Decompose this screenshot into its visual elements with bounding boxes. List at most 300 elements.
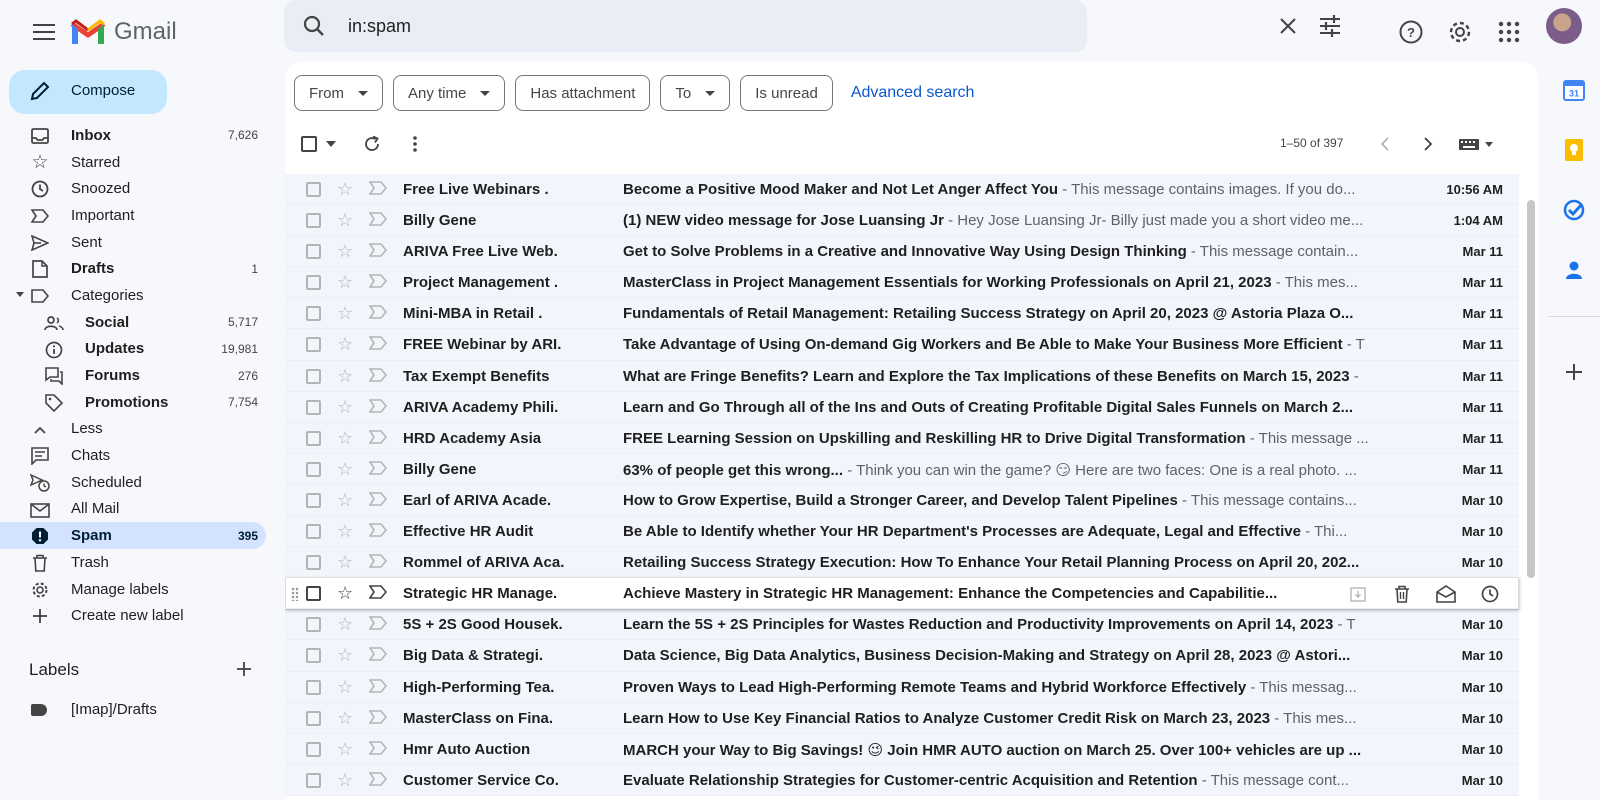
send-icon	[30, 233, 50, 253]
star-icon[interactable]: ☆	[337, 489, 354, 510]
email-subject: Learn How to Use Key Financial Ratios to Analyze Customer Credit Risk on March 23, 2023	[623, 709, 1271, 727]
sidebar-item-label: Forums	[85, 367, 141, 385]
email-content	[623, 399, 1398, 416]
email-row[interactable]	[285, 578, 1519, 609]
help-icon	[1398, 19, 1424, 45]
email-content	[623, 554, 1398, 571]
social-count: 5,717	[227, 315, 258, 330]
important-marker-icon[interactable]	[369, 181, 387, 199]
sidebar-item-inbox[interactable]	[0, 122, 266, 149]
important-marker-icon[interactable]	[369, 772, 387, 790]
apps-button[interactable]	[1489, 12, 1529, 52]
attachment-filter-chip[interactable]	[515, 75, 650, 111]
email-sender: Free Live Webinars .	[403, 181, 549, 198]
row-checkbox[interactable]	[306, 369, 321, 384]
email-subject: Retailing Success Strategy Execution: How To Enhance Your Retail Planning Process on April 20, 202...	[623, 554, 1360, 572]
star-icon[interactable]: ☆	[337, 707, 354, 728]
email-date: Mar 10	[1461, 741, 1503, 757]
sidebar-item-label: Scheduled	[71, 473, 142, 491]
sidebar-item-label: Social	[85, 313, 130, 331]
email-date: Mar 10	[1461, 648, 1503, 664]
email-content	[623, 647, 1398, 664]
sidebar-item-spam[interactable]	[0, 522, 266, 549]
sidebar-item-snoozed[interactable]	[0, 175, 266, 202]
email-content	[623, 212, 1398, 229]
email-sender: FREE Webinar by ARI.	[403, 336, 562, 354]
email-snippet: - Hey Jose Luansing Jr- Billy just made you a short video me...	[943, 212, 1364, 230]
sidebar-item-label: All Mail	[71, 500, 120, 518]
clock-icon	[30, 179, 50, 199]
get-addons-icon[interactable]	[1560, 358, 1588, 386]
info-icon	[44, 340, 64, 360]
more-vert-icon	[412, 135, 418, 153]
row-checkbox[interactable]	[306, 493, 321, 508]
email-row[interactable]	[285, 174, 1519, 205]
label-name: [Imap]/Drafts	[71, 701, 157, 718]
star-icon[interactable]: ☆	[337, 614, 354, 635]
sidebar-item-important[interactable]	[0, 202, 266, 229]
sidebar-item-trash[interactable]	[0, 549, 266, 576]
forums-count: 276	[237, 368, 258, 383]
row-checkbox[interactable]	[306, 711, 321, 726]
from-filter-chip[interactable]	[294, 75, 383, 111]
chat-icon	[30, 446, 50, 466]
email-sender: Rommel of ARIVA Aca.	[403, 554, 565, 572]
unread-filter-chip[interactable]	[740, 75, 833, 111]
email-snippet: - This mes...	[1270, 709, 1357, 727]
email-row[interactable]	[285, 672, 1519, 703]
sidebar-item-label: Categories	[71, 286, 144, 304]
important-marker-icon[interactable]	[369, 741, 387, 759]
important-marker-icon[interactable]	[369, 616, 387, 634]
help-button[interactable]	[1391, 12, 1431, 52]
email-sender: Earl of ARIVA Acade.	[403, 491, 552, 509]
email-date: Mar 11	[1462, 368, 1503, 384]
chip-label: Is unread	[755, 84, 818, 102]
star-icon[interactable]: ☆	[337, 334, 354, 355]
tag-icon	[44, 393, 64, 413]
email-date: Mar 10	[1461, 524, 1503, 540]
email-date: Mar 10	[1461, 492, 1503, 508]
email-subject: Data Science, Big Data Analytics, Business Decision-Making and Strategy on April 28, 2023 @ Astori...	[623, 647, 1351, 665]
hamburger-icon	[33, 24, 55, 40]
older-button[interactable]	[1416, 132, 1440, 156]
sidebar-item-updates[interactable]	[0, 336, 266, 363]
dropdown-arrow-icon	[358, 91, 368, 96]
labels-heading: Labels	[29, 660, 80, 679]
advanced-search-link[interactable]: Advanced search	[850, 84, 975, 101]
row-checkbox[interactable]	[306, 680, 321, 695]
chip-label: From	[309, 84, 344, 102]
important-marker-icon[interactable]	[369, 554, 387, 572]
email-list	[285, 174, 1519, 796]
more-options-button[interactable]	[403, 132, 427, 156]
email-row[interactable]	[285, 765, 1519, 796]
row-checkbox[interactable]	[306, 555, 321, 570]
select-all-checkbox[interactable]	[297, 132, 321, 156]
svg-text:31: 31	[1568, 88, 1580, 99]
clear-search-icon[interactable]	[1272, 10, 1304, 47]
email-content	[623, 585, 1398, 602]
gear-icon	[30, 580, 50, 600]
email-content	[623, 336, 1398, 353]
chip-label: To	[675, 84, 692, 102]
email-row[interactable]	[285, 267, 1519, 298]
email-snippet: - This message cont...	[1197, 771, 1349, 789]
email-content	[623, 772, 1398, 789]
email-content	[623, 368, 1398, 385]
sidebar-item-label: Inbox	[71, 126, 111, 144]
row-checkbox[interactable]	[306, 244, 321, 259]
archive-icon[interactable]	[1345, 581, 1371, 607]
sidebar-item-label: Chats	[71, 447, 111, 465]
email-date: Mar 11	[1462, 306, 1503, 322]
important-marker-icon[interactable]	[369, 274, 387, 292]
star-icon[interactable]: ☆	[337, 210, 354, 231]
email-snippet: - Think you can win the game? 😏 Here are two faces: One is a real photo. ...	[843, 461, 1357, 479]
sidebar-item-less[interactable]	[0, 416, 266, 443]
time-filter-chip[interactable]	[393, 75, 505, 111]
sidebar-item-sent[interactable]	[0, 229, 266, 256]
star-icon[interactable]: ☆	[337, 179, 354, 199]
star-icon[interactable]: ☆	[337, 645, 354, 666]
email-content	[623, 492, 1398, 509]
important-marker-icon[interactable]	[369, 368, 387, 386]
email-row[interactable]	[285, 392, 1519, 423]
mark-as-read-icon[interactable]	[1433, 581, 1459, 607]
email-subject: Learn and Go Through all of the Ins and Outs of Creating Profitable Digital Sales Funnels on March 2...	[623, 398, 1354, 416]
caret-down-icon	[326, 141, 336, 147]
star-icon[interactable]: ☆	[337, 272, 354, 293]
email-sender: High-Performing Tea.	[403, 678, 555, 696]
email-sender: ARIVA Academy Phili.	[403, 398, 559, 416]
label-item-imap-drafts[interactable]	[0, 698, 266, 724]
sidebar-item-label: Trash	[71, 553, 109, 571]
important-marker-icon[interactable]	[369, 305, 387, 323]
email-date: Mar 10	[1461, 617, 1503, 633]
row-checkbox[interactable]	[306, 306, 321, 321]
account-avatar[interactable]	[1546, 8, 1582, 44]
email-subject: Evaluate Relationship Strategies for Customer-centric Acquisition and Retention	[623, 771, 1198, 789]
email-date: 10:56 AM	[1446, 182, 1503, 197]
important-marker-icon[interactable]	[369, 336, 387, 354]
email-row[interactable]	[285, 329, 1519, 360]
promotions-count: 7,754	[227, 395, 258, 410]
sidebar-item-label: Drafts	[71, 260, 115, 278]
side-panel	[1548, 62, 1600, 800]
svg-text:?: ?	[1407, 25, 1415, 40]
search-chips	[294, 75, 974, 111]
star-icon[interactable]: ☆	[337, 583, 354, 604]
star-icon[interactable]: ☆	[337, 427, 354, 448]
important-marker-icon[interactable]	[369, 585, 387, 603]
email-date: Mar 11	[1462, 399, 1503, 415]
sidebar-item-social[interactable]	[0, 309, 266, 336]
email-row[interactable]	[285, 703, 1519, 734]
row-checkbox[interactable]	[306, 337, 321, 352]
important-marker-icon[interactable]	[369, 679, 387, 697]
email-date: Mar 11	[1462, 461, 1503, 477]
sidebar-item-label: Starred	[71, 153, 121, 171]
email-date: Mar 10	[1461, 772, 1503, 788]
add-label-icon[interactable]	[235, 660, 253, 683]
important-marker-icon[interactable]	[369, 492, 387, 510]
apps-grid-icon	[1498, 21, 1520, 43]
sidebar-item-drafts[interactable]	[0, 255, 266, 282]
email-subject: Take Advantage of Using On-demand Gig Workers and Be Able to Make Your Business More Efficient	[623, 336, 1343, 354]
email-subject: Learn the 5S + 2S Principles for Wastes Reduction and Productivity Improvements on April 14, 2023	[623, 616, 1334, 634]
star-icon[interactable]: ☆	[337, 458, 354, 479]
email-content	[623, 243, 1398, 260]
email-date: Mar 11	[1462, 337, 1503, 353]
keyboard-icon	[1459, 137, 1495, 151]
email-row[interactable]	[285, 547, 1519, 578]
delete-icon[interactable]	[1389, 581, 1415, 607]
row-checkbox[interactable]	[306, 462, 321, 477]
gmail-logo[interactable]	[70, 10, 177, 54]
top-bar	[0, 0, 1600, 64]
side-panel-divider	[1548, 316, 1600, 317]
star-icon[interactable]: ☆	[337, 769, 354, 790]
email-content	[623, 305, 1398, 322]
sidebar-nav	[0, 122, 268, 629]
chip-label: Any time	[408, 84, 467, 102]
star-icon[interactable]: ☆	[337, 676, 354, 697]
sidebar-item-label: Spam	[71, 527, 112, 545]
label-tag-icon	[31, 704, 47, 716]
email-sender: 5S + 2S Good Housek.	[403, 616, 563, 634]
star-icon[interactable]: ☆	[337, 241, 354, 262]
sidebar-item-scheduled[interactable]	[0, 469, 266, 496]
star-icon[interactable]: ☆	[337, 365, 354, 386]
chevron-up-icon	[30, 420, 50, 440]
email-snippet: - This message contains...	[1177, 491, 1357, 509]
to-filter-chip[interactable]	[660, 75, 730, 111]
chip-label: Has attachment	[530, 84, 636, 102]
email-content	[623, 181, 1398, 198]
sidebar-item-promotions[interactable]	[0, 389, 266, 416]
important-marker-icon[interactable]	[369, 647, 387, 665]
email-content	[623, 616, 1398, 633]
inbox-icon	[30, 126, 50, 146]
email-content	[623, 461, 1398, 479]
star-icon[interactable]: ☆	[337, 521, 354, 542]
email-sender: Effective HR Audit	[403, 523, 534, 541]
email-sender: Mini-MBA in Retail .	[403, 305, 543, 323]
email-subject: FREE Learning Session on Upskilling and Reskilling HR to Drive Digital Transformation	[623, 429, 1246, 447]
email-subject: Become a Positive Mood Maker and Not Let Anger Affect You	[623, 181, 1059, 198]
email-date: Mar 11	[1462, 244, 1503, 260]
email-sender: Billy Gene	[403, 460, 477, 478]
main-menu-button[interactable]	[24, 12, 64, 52]
sidebar-item-label: Snoozed	[71, 180, 131, 198]
email-row[interactable]	[285, 454, 1519, 485]
email-row[interactable]	[285, 734, 1519, 765]
email-content	[623, 679, 1398, 696]
select-dropdown[interactable]	[319, 132, 343, 156]
row-checkbox[interactable]	[306, 524, 321, 539]
draft-icon	[30, 259, 50, 279]
email-content	[623, 523, 1398, 540]
drag-handle-icon[interactable]	[291, 587, 299, 601]
pencil-icon	[29, 80, 51, 106]
important-marker-icon[interactable]	[369, 399, 387, 417]
search-icon[interactable]	[300, 12, 328, 40]
gear-icon	[1447, 19, 1473, 45]
email-sender: MasterClass on Fina.	[403, 709, 554, 727]
important-marker-icon[interactable]	[369, 430, 387, 448]
row-checkbox[interactable]	[306, 400, 321, 415]
email-subject: Fundamentals of Retail Management: Retailing Success Strategy on April 20, 2023 @ Astoria Plaza O...	[623, 305, 1354, 323]
email-snippet: - Thi...	[1300, 523, 1348, 541]
all-mail-icon	[30, 500, 50, 520]
search-options-icon[interactable]	[1314, 10, 1346, 47]
email-snippet: - This message ...	[1245, 429, 1369, 447]
row-checkbox[interactable]	[306, 182, 321, 197]
refresh-button[interactable]	[360, 132, 384, 156]
newer-button[interactable]	[1373, 132, 1397, 156]
important-marker-icon[interactable]	[369, 710, 387, 728]
dropdown-arrow-icon	[480, 91, 490, 96]
star-icon[interactable]: ☆	[337, 396, 354, 417]
sidebar-item-chats[interactable]	[0, 442, 266, 469]
email-subject: Proven Ways to Lead High-Performing Remote Teams and Hybrid Workforce Effectively	[623, 678, 1247, 696]
email-date: 1:04 AM	[1453, 213, 1503, 229]
sidebar-item-all-mail[interactable]	[0, 496, 266, 523]
row-checkbox[interactable]	[306, 213, 321, 228]
important-marker-icon[interactable]	[369, 243, 387, 261]
email-sender: HRD Academy Asia	[403, 429, 542, 447]
email-date: Mar 10	[1461, 710, 1503, 726]
row-hover-actions	[1345, 581, 1503, 607]
row-checkbox[interactable]	[306, 773, 321, 788]
trash-icon	[30, 553, 50, 573]
email-row[interactable]	[285, 485, 1519, 516]
chevron-right-icon	[1423, 137, 1433, 151]
email-sender: Billy Gene	[403, 212, 477, 230]
tasks-icon[interactable]	[1560, 196, 1588, 224]
dropdown-arrow-icon	[705, 91, 715, 96]
settings-button[interactable]	[1440, 12, 1480, 52]
email-subject: Be Able to Identify whether Your HR Department's Processes are Adequate, Legal and Effective	[623, 523, 1301, 541]
important-marker-icon[interactable]	[369, 461, 387, 479]
important-marker-icon[interactable]	[369, 212, 387, 230]
keep-icon[interactable]	[1560, 136, 1588, 164]
email-row[interactable]	[285, 609, 1519, 640]
email-subject: Get to Solve Problems in a Creative and Innovative Way Using Design Thinking	[623, 243, 1187, 261]
row-checkbox[interactable]	[306, 648, 321, 663]
email-row[interactable]	[285, 298, 1519, 329]
email-date: Mar 11	[1462, 275, 1503, 291]
star-icon[interactable]: ☆	[337, 552, 354, 573]
sidebar-item-forums[interactable]	[0, 362, 266, 389]
email-sender: ARIVA Free Live Web.	[403, 243, 558, 261]
row-checkbox[interactable]	[306, 431, 321, 446]
row-checkbox[interactable]	[306, 742, 321, 757]
sidebar-item-label: Manage labels	[71, 580, 169, 598]
app-name: Gmail	[114, 18, 177, 45]
plus-icon	[30, 606, 50, 626]
input-tools-button[interactable]	[1457, 132, 1497, 156]
email-snippet: - T	[1333, 616, 1356, 634]
email-content	[623, 741, 1398, 759]
email-subject: How to Grow Expertise, Build a Stronger Career, and Develop Talent Pipelines	[623, 491, 1178, 509]
sidebar-item-label: Sent	[71, 233, 102, 251]
email-subject: Achieve Mastery in Strategic HR Management: Enhance the Competencies and Capabilitie...	[623, 585, 1278, 603]
list-scrollbar[interactable]	[1527, 200, 1535, 578]
email-sender: Customer Service Co.	[403, 771, 559, 789]
star-icon: ☆	[31, 152, 49, 174]
email-sender: Tax Exempt Benefits	[403, 367, 550, 385]
important-icon	[30, 206, 50, 226]
email-snippet: - This message contain...	[1186, 243, 1359, 261]
important-marker-icon[interactable]	[369, 523, 387, 541]
star-icon[interactable]: ☆	[337, 303, 354, 324]
search-input[interactable]	[348, 12, 948, 40]
sidebar-item-starred[interactable]	[0, 149, 266, 176]
email-snippet: - This message contains images. If you do...	[1058, 181, 1356, 198]
email-subject: MasterClass in Project Management Essentials for Working Professionals on April 21, 2023	[623, 274, 1272, 292]
email-subject: (1) NEW video message for Jose Luansing Jr	[623, 212, 944, 230]
snooze-icon[interactable]	[1477, 581, 1503, 607]
spam-icon	[30, 526, 50, 546]
forum-icon	[44, 366, 64, 386]
search-bar[interactable]	[284, 0, 1087, 52]
gmail-m-icon	[70, 18, 106, 46]
row-checkbox[interactable]	[306, 275, 321, 290]
compose-button[interactable]	[9, 70, 167, 114]
email-snippet: - This mes...	[1271, 274, 1358, 292]
drafts-count: 1	[251, 261, 258, 276]
inbox-count: 7,626	[227, 128, 258, 143]
email-row[interactable]	[285, 361, 1519, 392]
sidebar-item-label: Less	[71, 420, 103, 438]
pagination-text: 1–50 of 397	[1280, 136, 1344, 150]
updates-count: 19,981	[221, 341, 258, 356]
sidebar-item-label: Updates	[85, 340, 145, 358]
email-row[interactable]	[285, 236, 1519, 267]
sidebar-item-categories[interactable]	[0, 282, 266, 309]
email-date: Mar 10	[1461, 555, 1503, 571]
calendar-icon[interactable]	[1560, 76, 1588, 104]
star-icon[interactable]: ☆	[337, 738, 354, 759]
email-row[interactable]	[285, 640, 1519, 671]
email-row[interactable]	[285, 516, 1519, 547]
label-icon	[30, 286, 50, 306]
caret-down-icon[interactable]	[16, 292, 24, 297]
sidebar-item-manage-labels[interactable]	[0, 576, 266, 603]
compose-label: Compose	[71, 82, 136, 99]
spam-count: 395	[237, 528, 258, 543]
checkbox-icon	[301, 136, 317, 152]
email-content	[623, 430, 1398, 447]
email-sender: Project Management .	[403, 274, 559, 292]
list-toolbar	[285, 124, 1538, 164]
email-sender: Big Data & Strategi.	[403, 647, 544, 665]
row-checkbox[interactable]	[306, 586, 321, 601]
chevron-left-icon	[1380, 137, 1390, 151]
email-snippet: - This messag...	[1246, 678, 1357, 696]
sidebar-item-create-label[interactable]	[0, 602, 266, 629]
scheduled-icon	[30, 473, 50, 493]
row-checkbox[interactable]	[306, 617, 321, 632]
email-row[interactable]	[285, 205, 1519, 236]
email-subject: 63% of people get this wrong...	[623, 461, 844, 479]
email-row[interactable]	[285, 423, 1519, 454]
email-subject: What are Fringe Benefits? Learn and Explore the Tax Implications of these Benefits on March 15, 2023	[623, 367, 1350, 385]
contacts-icon[interactable]	[1560, 256, 1588, 284]
refresh-icon	[363, 135, 381, 153]
